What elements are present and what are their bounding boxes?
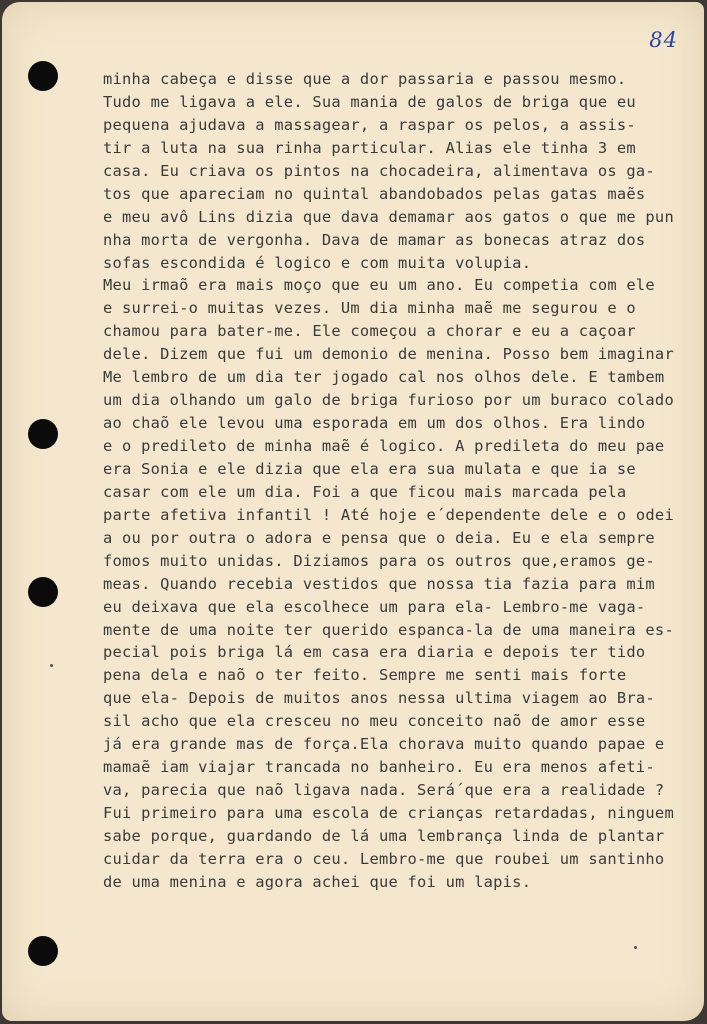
text-line: minha cabeça e disse que a dor passaria e passou mesmo. <box>103 70 627 88</box>
text-line: sofas escondida é logico e com muita volupia. <box>103 253 532 272</box>
binder-hole <box>28 577 58 607</box>
text-line: já era grande mas de força.Ela chorava muito quando papae e <box>103 735 665 754</box>
text-line: Tudo me ligava a ele. Sua mania de galos de briga que eu <box>103 92 636 111</box>
text-line: era Sonia e ele dizia que ela era sua mulata e que ia se <box>103 459 636 478</box>
text-line: parte afetiva infantil ! Até hoje e´dependente dele e o odei <box>103 505 674 524</box>
page-number: 84 <box>649 28 678 52</box>
typewritten-page <box>2 2 704 1021</box>
text-line: casar com ele um dia. Foi a que ficou mais marcada pela <box>103 482 627 501</box>
text-line: sil acho que ela cresceu no meu conceito naõ de amor esse <box>103 712 646 731</box>
text-line: de uma menina e agora achei que foi um lapis. <box>103 872 532 891</box>
text-line: um dia olhando um galo de briga furioso por um buraco colado <box>103 391 674 410</box>
binder-hole <box>28 936 58 966</box>
binder-hole <box>28 61 58 91</box>
paper-speck <box>634 946 637 949</box>
text-line: Meu irmaõ era mais moço que eu um ano. Eu competia com ele <box>103 276 655 295</box>
text-line: chamou para bater-me. Ele começou a chorar e eu a caçoar <box>103 322 636 341</box>
text-line: mamaẽ iam viajar trancada no banheiro. Eu era menos afeti- <box>103 758 655 777</box>
text-line: pequena ajudava a massagear, a raspar os pelos, a assis- <box>103 115 636 134</box>
text-line: dele. Dizem que fui um demonio de menina. Posso bem imaginar <box>103 345 674 364</box>
text-line: Me lembro de um dia ter jogado cal nos olhos dele. E tambem <box>103 368 665 387</box>
text-line: e meu avô Lins dizia que dava demamar aos gatos o que me pun <box>103 207 674 226</box>
body-text <box>103 68 703 894</box>
text-line: pecial pois briga lá em casa era diaria e depois ter tido <box>103 643 646 662</box>
text-line: mente de uma noite ter querido espanca-la de uma maneira es- <box>103 620 674 639</box>
text-line: casa. Eu criava os pintos na chocadeira, alimentava os ga- <box>103 161 655 180</box>
binder-hole <box>28 419 58 449</box>
text-line: a ou por outra o adora e pensa que o deia. Eu e ela sempre <box>103 528 655 547</box>
text-line: fomos muito unidas. Diziamos para os outros que,eramos ge- <box>103 551 655 570</box>
text-line: e surrei-o muitas vezes. Um dia minha maẽ me segurou e o <box>103 299 636 318</box>
text-line: cuidar da terra era o ceu. Lembro-me que roubei um santinho <box>103 849 665 868</box>
text-line: va, parecia que naõ ligava nada. Será´que era a realidade ? <box>103 781 665 800</box>
paper-speck <box>50 664 53 667</box>
text-line: tos que apareciam no quintal abandobados pelas gatas maẽs <box>103 184 646 203</box>
text-line: e o predileto de minha maẽ é logico. A predileta do meu pae <box>103 437 665 455</box>
text-line: pena dela e naõ o ter feito. Sempre me senti mais forte <box>103 666 627 685</box>
text-line: nha morta de vergonha. Dava de mamar as bonecas atraz dos <box>103 230 646 249</box>
text-line: sabe porque, guardando de lá uma lembrança linda de plantar <box>103 826 665 845</box>
text-line: Fui primeiro para uma escola de crianças retardadas, ninguem <box>103 804 674 822</box>
text-line: meas. Quando recebia vestidos que nossa tia fazia para mim <box>103 574 655 593</box>
text-line: eu deixava que ela escolhece um para ela- Lembro-me vaga- <box>103 597 646 616</box>
text-line: que ela- Depois de muitos anos nessa ultima viagem ao Bra- <box>103 689 655 708</box>
text-line: ao chaõ ele levou uma esporada em um dos olhos. Era lindo <box>103 414 646 433</box>
text-line: tir a luta na sua rinha particular. Alias ele tinha 3 em <box>103 138 636 157</box>
